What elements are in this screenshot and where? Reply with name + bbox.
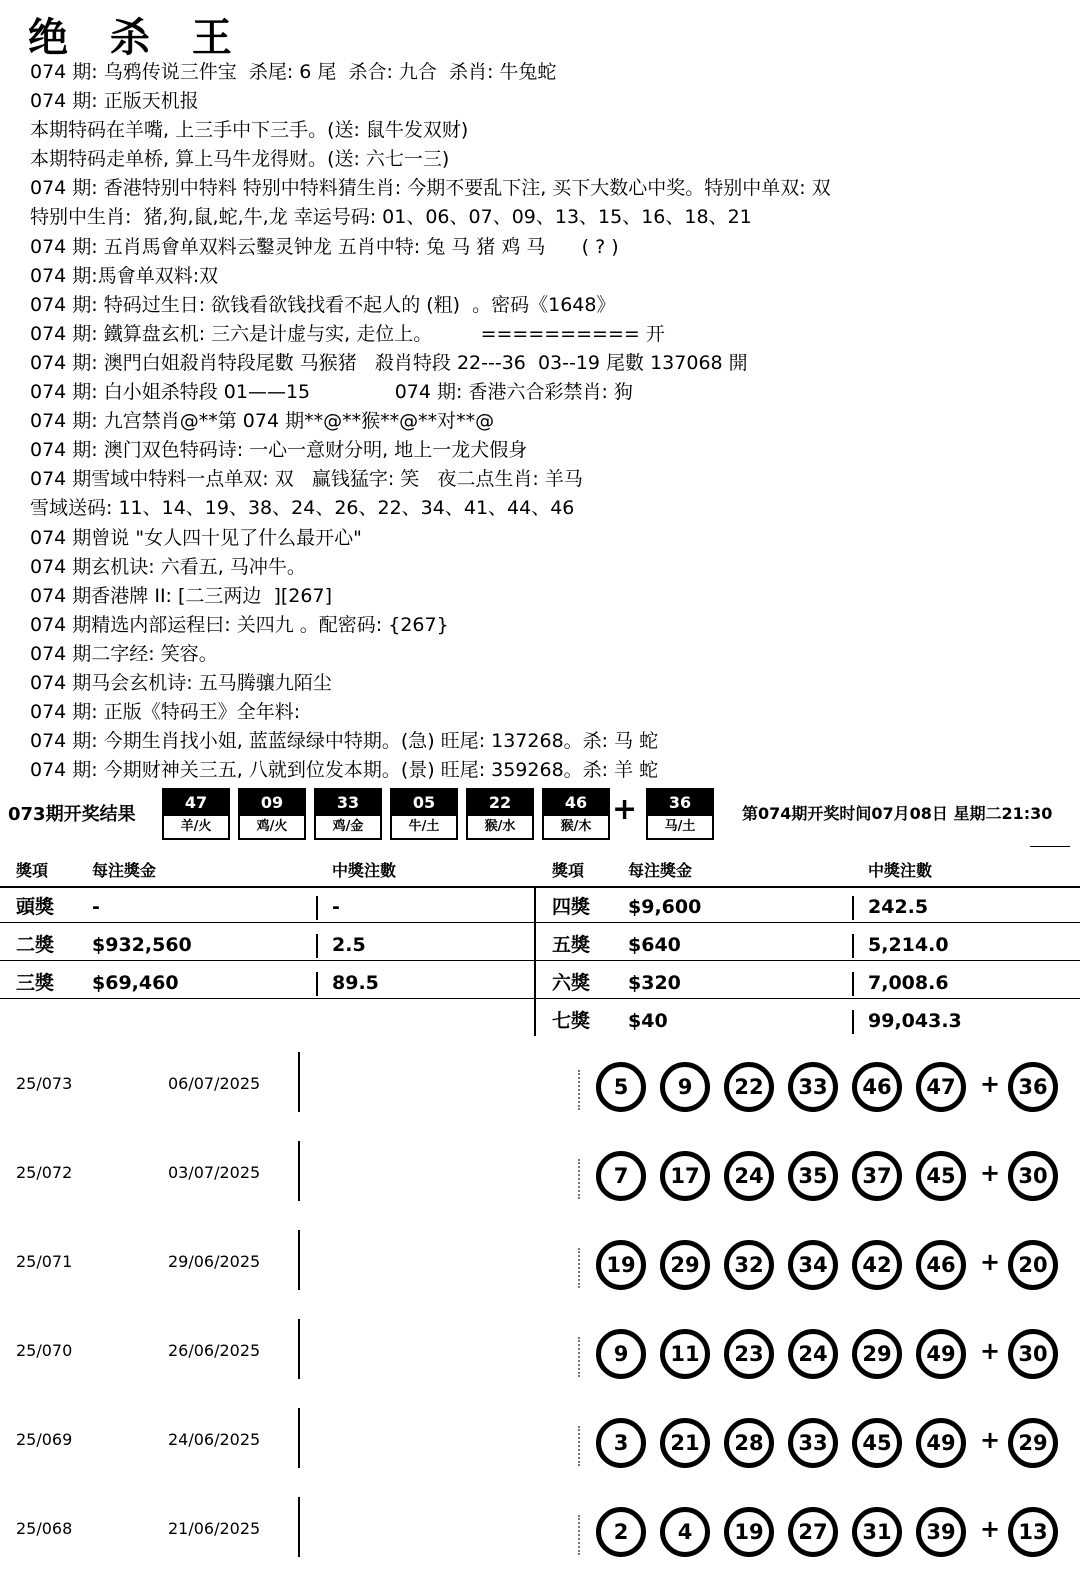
special-number-ball: 20 <box>1008 1240 1058 1290</box>
drawn-number-ball: 11 <box>660 1329 710 1379</box>
prize-winner-count: 99,043.3 <box>868 1010 962 1032</box>
drawn-number-ball: 24 <box>788 1329 838 1379</box>
prize-header-tier: 獎項 <box>552 861 585 880</box>
draw-date: 06/07/2025 <box>168 1074 261 1093</box>
prize-header-count: 中獎注數 <box>332 861 397 880</box>
drawn-number-ball: 49 <box>916 1418 966 1468</box>
prize-amount: $640 <box>628 934 681 956</box>
prediction-line: 074 期: 香港特别中特料 特别中特料猜生肖: 今期不要乱下注, 买下大数心中奖。特别中单双: 双 <box>30 177 831 200</box>
history-row <box>0 1230 1080 1319</box>
prize-tier-name: 頭獎 <box>16 896 55 918</box>
draw-date: 21/06/2025 <box>168 1519 261 1538</box>
prize-tier-name: 七獎 <box>552 1010 591 1032</box>
draw-date: 24/06/2025 <box>168 1430 261 1449</box>
prediction-line: 雪域送码: 11、14、19、38、24、26、22、34、41、44、46 <box>30 497 575 520</box>
ball-zodiac: 猴/水 <box>484 819 516 834</box>
prize-winner-count: 7,008.6 <box>868 972 949 994</box>
drawn-number-ball: 46 <box>852 1062 902 1112</box>
draw-date: 29/06/2025 <box>168 1252 261 1271</box>
prediction-line: 074 期马会玄机诗: 五马腾骧九陌尘 <box>30 671 332 694</box>
draw-id: 25/072 <box>16 1163 73 1182</box>
ball-number: 09 <box>240 790 304 816</box>
ball-zodiac: 羊/火 <box>180 819 212 834</box>
prize-tier-name: 二獎 <box>16 934 55 956</box>
prize-header-amount: 每注獎金 <box>92 861 157 880</box>
prize-amount: $40 <box>628 1010 668 1032</box>
prize-header-amount: 每注獎金 <box>628 861 693 880</box>
prize-winner-count: - <box>332 896 340 918</box>
result-ball-tile <box>162 788 230 840</box>
special-number-ball: 29 <box>1008 1418 1058 1468</box>
drawn-number-ball: 28 <box>724 1418 774 1468</box>
drawn-number-ball: 45 <box>852 1418 902 1468</box>
drawn-number-ball: 23 <box>724 1329 774 1379</box>
prediction-line: 特别中生肖: 猪,狗,鼠,蛇,牛,龙 幸运号码: 01、06、07、09、13、15、16、18、21 <box>30 206 752 229</box>
prediction-line: 074 期: 今期财神关三五, 八就到位发本期。(景) 旺尾: 359268。杀: 羊 蛇 <box>30 759 659 782</box>
result-ball-tile <box>390 788 458 840</box>
next-draw-time: 第074期开奖时间07月08日 星期二21:30 <box>742 804 1053 823</box>
drawn-number-ball: 27 <box>788 1507 838 1557</box>
history-row <box>0 1319 1080 1408</box>
prediction-line: 074 期二字经: 笑容。 <box>30 642 218 665</box>
history-divider <box>298 1408 300 1468</box>
prediction-text-block <box>30 58 1070 785</box>
drawn-number-ball: 33 <box>788 1418 838 1468</box>
draw-result-label: 073期开奖结果 <box>8 804 136 825</box>
drawn-number-ball: 45 <box>916 1151 966 1201</box>
history-row <box>0 1052 1080 1141</box>
prediction-line: 074 期精选内部运程曰: 关四九 。配密码: {267} <box>30 613 449 636</box>
special-plus-sign: + <box>980 1337 1001 1365</box>
draw-id: 25/073 <box>16 1074 73 1093</box>
drawn-number-ball: 4 <box>660 1507 710 1557</box>
special-plus-sign: + <box>980 1426 1001 1454</box>
prediction-line: 本期特码在羊嘴, 上三手中下三手。(送: 鼠牛发双财) <box>30 119 469 142</box>
result-ball-tile <box>238 788 306 840</box>
prize-winner-count: 89.5 <box>332 972 379 994</box>
draw-id: 25/071 <box>16 1252 73 1271</box>
prediction-line: 074 期曾说 "女人四十见了什么最开心" <box>30 526 362 549</box>
history-dotted-divider <box>578 1515 582 1555</box>
prize-winner-count: 5,214.0 <box>868 934 949 956</box>
page-title: 绝 杀 王 <box>28 14 246 61</box>
ball-number: 33 <box>316 790 380 816</box>
special-plus-sign: + <box>980 1159 1001 1187</box>
prize-amount: $9,600 <box>628 896 702 918</box>
drawn-number-ball: 47 <box>916 1062 966 1112</box>
drawn-number-ball: 39 <box>916 1507 966 1557</box>
ball-number: 47 <box>164 790 228 816</box>
prize-table <box>0 858 1080 1048</box>
drawn-number-ball: 3 <box>596 1418 646 1468</box>
history-dotted-divider <box>578 1426 582 1466</box>
ball-zodiac: 鸡/金 <box>332 819 364 834</box>
ball-zodiac: 牛/土 <box>408 819 440 834</box>
drawn-number-ball: 19 <box>596 1240 646 1290</box>
prediction-line: 074 期: 正版天机报 <box>30 90 199 113</box>
drawn-number-ball: 31 <box>852 1507 902 1557</box>
history-row <box>0 1408 1080 1497</box>
prize-header-count: 中獎注數 <box>868 861 933 880</box>
prediction-line: 074 期: 白小姐杀特段 01——15 074 期: 香港六合彩禁肖: 狗 <box>30 381 633 404</box>
prize-header-tier: 獎項 <box>16 861 49 880</box>
drawn-number-ball: 9 <box>596 1329 646 1379</box>
prediction-line: 074 期:馬會单双料:双 <box>30 264 219 287</box>
prediction-line: 074 期玄机诀: 六看五, 马冲牛。 <box>30 555 306 578</box>
drawn-number-ball: 32 <box>724 1240 774 1290</box>
drawn-number-ball: 9 <box>660 1062 710 1112</box>
prize-amount: $932,560 <box>92 934 192 956</box>
drawn-number-ball: 7 <box>596 1151 646 1201</box>
prize-cell-divider <box>316 934 318 958</box>
draw-result-strip <box>0 788 1080 844</box>
drawn-number-ball: 5 <box>596 1062 646 1112</box>
result-ball-tile <box>466 788 534 840</box>
prize-amount: - <box>92 896 100 918</box>
ball-zodiac: 鸡/火 <box>256 819 288 834</box>
drawn-number-ball: 17 <box>660 1151 710 1201</box>
history-dotted-divider <box>578 1159 582 1199</box>
prize-cell-divider <box>316 896 318 920</box>
prediction-line: 074 期: 特码过生日: 欲钱看欲钱找看不起人的 (粗) 。密码《1648》 <box>30 293 616 316</box>
drawn-number-ball: 37 <box>852 1151 902 1201</box>
drawn-number-ball: 46 <box>916 1240 966 1290</box>
special-number-ball: 30 <box>1008 1329 1058 1379</box>
prediction-line: 074 期香港牌 II: [二三两边 ][267] <box>30 584 332 607</box>
drawn-number-ball: 19 <box>724 1507 774 1557</box>
history-row <box>0 1141 1080 1230</box>
ball-zodiac: 马/土 <box>664 819 696 834</box>
history-divider <box>298 1497 300 1557</box>
result-ball-tile <box>314 788 382 840</box>
draw-id: 25/068 <box>16 1519 73 1538</box>
prize-amount: $320 <box>628 972 681 994</box>
drawn-number-ball: 29 <box>852 1329 902 1379</box>
drawn-number-ball: 49 <box>916 1329 966 1379</box>
prize-tier-name: 三獎 <box>16 972 55 994</box>
draw-id: 25/070 <box>16 1341 73 1360</box>
drawn-number-ball: 22 <box>724 1062 774 1112</box>
drawn-number-ball: 33 <box>788 1062 838 1112</box>
special-plus-sign: + <box>980 1070 1001 1098</box>
prediction-line: 074 期: 澳门双色特码诗: 一心一意财分明, 地上一龙犬假身 <box>30 439 528 462</box>
prediction-line: 074 期: 五肖馬會单双料云鑿灵钟龙 五肖中特: 兔 马 猪 鸡 马 ( ? ) <box>30 235 619 258</box>
prediction-line: 074 期: 澳門白姐殺肖特段尾數 马猴猪 殺肖特段 22---36 03--19 尾數 137068 開 <box>30 351 748 374</box>
prize-cell-divider <box>852 972 854 996</box>
prize-cell-divider <box>316 972 318 996</box>
prediction-line: 074 期: 乌鸦传说三件宝 杀尾: 6 尾 杀合: 九合 杀肖: 牛兔蛇 <box>30 61 557 83</box>
result-ball-tile <box>542 788 610 840</box>
drawn-number-ball: 42 <box>852 1240 902 1290</box>
prediction-line: 074 期: 正版《特码王》全年料: <box>30 701 301 724</box>
prediction-line: 074 期: 今期生肖找小姐, 蓝蓝绿绿中特期。(急) 旺尾: 137268。杀: 马 蛇 <box>30 730 659 753</box>
ball-number: 05 <box>392 790 456 816</box>
prize-corner-rule <box>1030 846 1070 847</box>
history-divider <box>298 1052 300 1112</box>
prediction-line: 本期特码走单桥, 算上马牛龙得财。(送: 六七一三) <box>30 148 450 171</box>
history-divider <box>298 1141 300 1201</box>
history-dotted-divider <box>578 1070 582 1110</box>
draw-id: 25/069 <box>16 1430 73 1449</box>
prize-tier-name: 六獎 <box>552 972 591 994</box>
prediction-line: 074 期: 九宫禁肖@**第 074 期**@**猴**@**对**@ <box>30 410 495 433</box>
special-plus-sign: + <box>980 1515 1001 1543</box>
special-number-ball: 30 <box>1008 1151 1058 1201</box>
special-number-ball: 13 <box>1008 1507 1058 1557</box>
prize-cell-divider <box>852 934 854 958</box>
prize-winner-count: 242.5 <box>868 896 929 918</box>
prize-column-divider <box>534 886 536 1036</box>
special-plus-sign: + <box>980 1248 1001 1276</box>
ball-number: 36 <box>648 790 712 816</box>
history-dotted-divider <box>578 1337 582 1377</box>
history-row <box>0 1497 1080 1586</box>
draw-date: 03/07/2025 <box>168 1163 261 1182</box>
special-plus-sign: + <box>612 792 638 827</box>
drawn-number-ball: 24 <box>724 1151 774 1201</box>
special-number-ball: 36 <box>1008 1062 1058 1112</box>
prize-tier-name: 五獎 <box>552 934 591 956</box>
ball-zodiac: 猴/木 <box>560 819 592 834</box>
prediction-line: 074 期: 鐵算盘玄机: 三六是计虚与实, 走位上。 ========== 开 <box>30 322 665 345</box>
prize-tier-name: 四獎 <box>552 896 591 918</box>
ball-number: 46 <box>544 790 608 816</box>
drawn-number-ball: 29 <box>660 1240 710 1290</box>
prediction-line: 074 期雪域中特料一点单双: 双 赢钱猛字: 笑 夜二点生肖: 羊马 <box>30 468 583 491</box>
drawn-number-ball: 21 <box>660 1418 710 1468</box>
prize-cell-divider <box>852 1010 854 1034</box>
prize-cell-divider <box>852 896 854 920</box>
history-dotted-divider <box>578 1248 582 1288</box>
drawn-number-ball: 2 <box>596 1507 646 1557</box>
special-ball-tile <box>646 788 714 840</box>
prize-amount: $69,460 <box>92 972 179 994</box>
draw-date: 26/06/2025 <box>168 1341 261 1360</box>
prize-winner-count: 2.5 <box>332 934 366 956</box>
drawn-number-ball: 35 <box>788 1151 838 1201</box>
history-divider <box>298 1319 300 1379</box>
ball-number: 22 <box>468 790 532 816</box>
history-divider <box>298 1230 300 1290</box>
drawn-number-ball: 34 <box>788 1240 838 1290</box>
